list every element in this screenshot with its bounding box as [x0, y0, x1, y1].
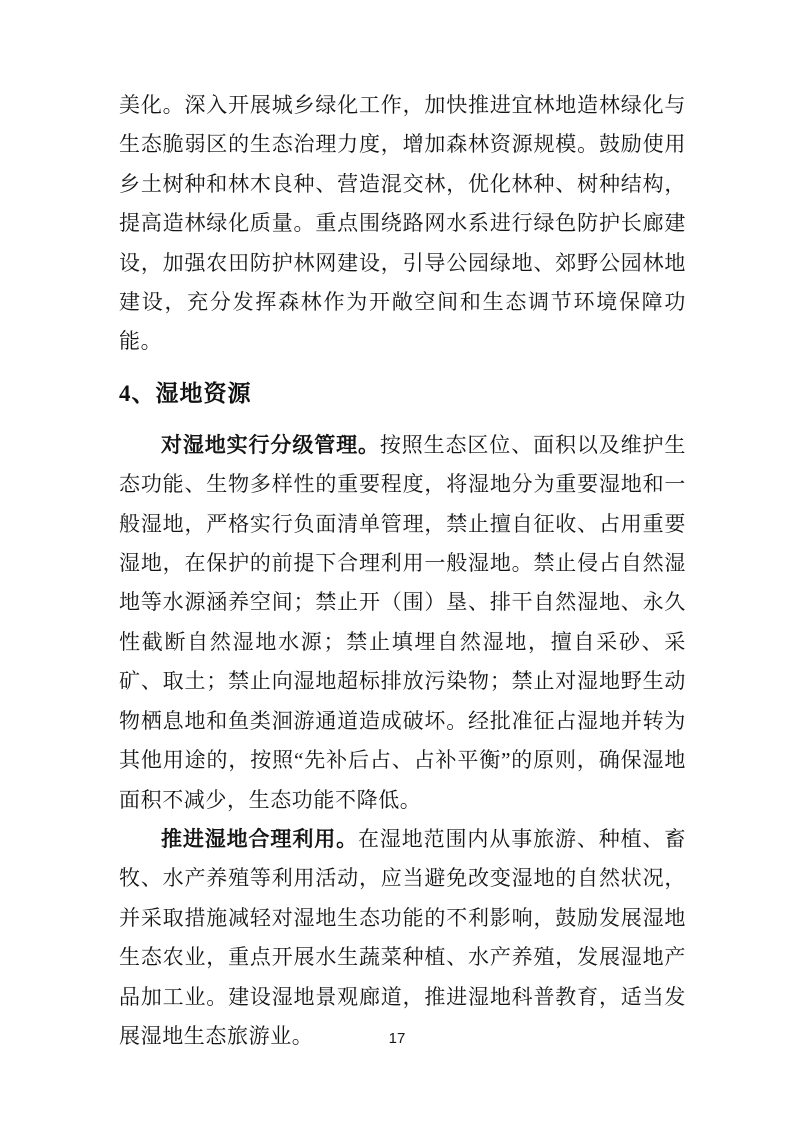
paragraph-body: 在湿地范围内从事旅游、种植、畜牧、水产养殖等利用活动，应当避免改变湿地的自然状况，并采取措施减轻对湿地生态功能的不利影响，鼓励发展湿地生态农业，重点开展水生蔬菜种植、水产养殖，发展湿地产品加工业。建设湿地景观廊道，推进湿地科普教育，适当发展湿地生态旅游业。: [119, 826, 686, 1048]
paragraph-lead: 对湿地实行分级管理。: [161, 432, 380, 457]
paragraph-wetland-utilization: [119, 820, 686, 1056]
page-number: 17: [388, 1030, 406, 1047]
paragraph-wetland-management: [119, 426, 686, 820]
paragraph-body: 按照生态区位、面积以及维护生态功能、生物多样性的重要程度，将湿地分为重要湿地和一般湿地，严格实行负面清单管理，禁止擅自征收、占用重要湿地，在保护的前提下合理利用一般湿地。禁止侵占自然湿地等水源涵养空间；禁止开（围）垦、排干自然湿地、永久性截断自然湿地水源；禁止填埋自然湿地，擅自采砂、采矿、取土；禁止向湿地超标排放污染物；禁止对湿地野生动物栖息地和鱼类洄游通道造成破坏。经批准征占湿地并转为其他用途的，按照“先补后占、占补平衡”的原则，确保湿地面积不减少，生态功能不降低。: [119, 432, 687, 812]
section-heading: 4、湿地资源: [119, 380, 252, 406]
document-content: [119, 86, 686, 1056]
paragraph-lead: 推进湿地合理利用。: [161, 826, 358, 851]
continuation-paragraph: 美化。深入开展城乡绿化工作，加快推进宜林地造林绿化与生态脆弱区的生态治理力度，增加森林资源规模。鼓励使用乡土树种和林木良种、营造混交林，优化林种、树种结构，提高造林绿化质量。重点围绕路网水系进行绿色防护长廊建设，加强农田防护林网建设，引导公园绿地、郊野公园林地建设，充分发挥森林作为开敞空间和生态调节环境保障功能。: [119, 93, 686, 354]
